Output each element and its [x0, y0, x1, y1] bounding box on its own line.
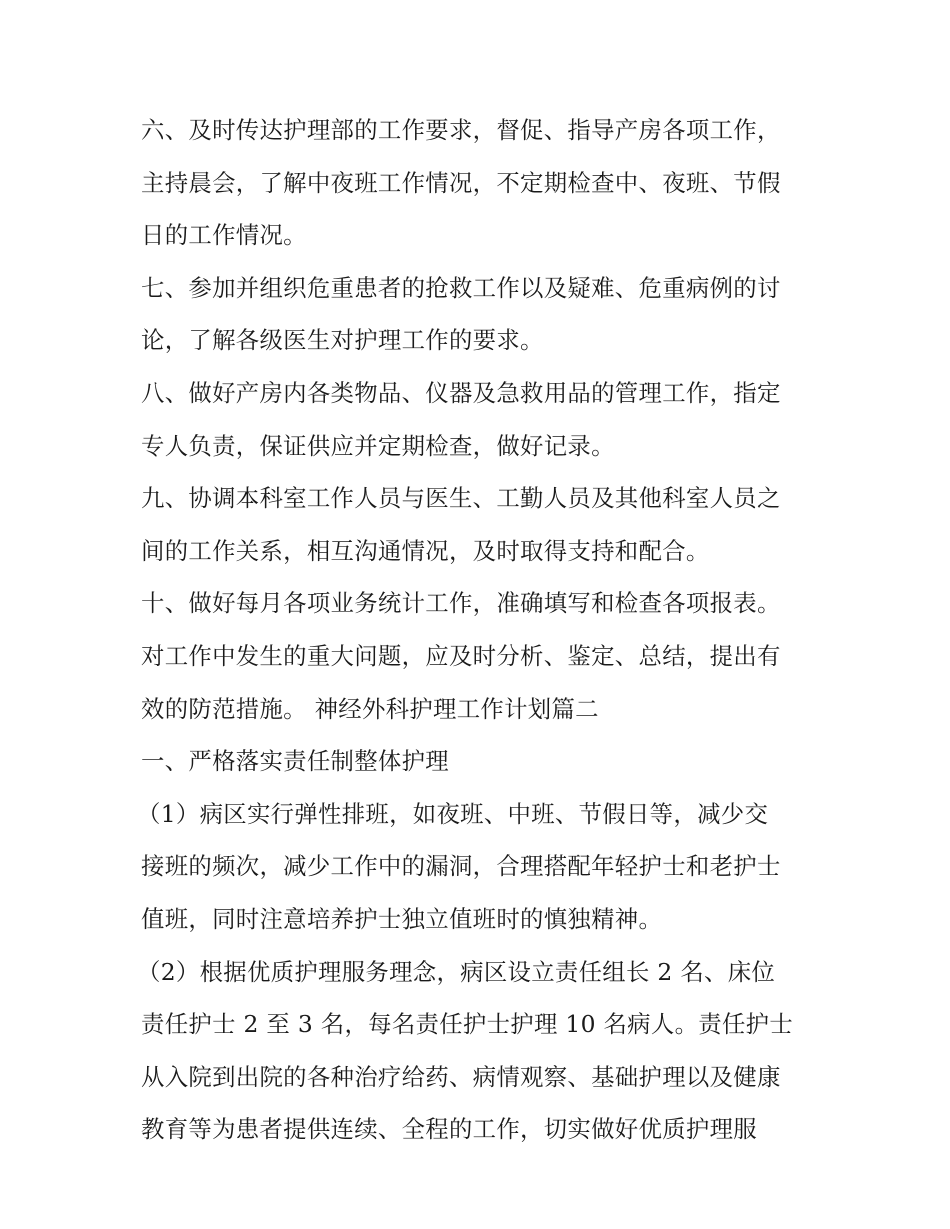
text-line: 专人负责，保证供应并定期检查，做好记录。: [141, 431, 615, 460]
text-line: 对工作中发生的重大问题，应及时分析、鉴定、总结，提出有: [141, 641, 781, 670]
text-line: 六、及时传达护理部的工作要求，督促、指导产房各项工作，: [141, 116, 781, 144]
text-line: 从入院到出院的各种治疗给药、病情观察、基础护理以及健康: [141, 1062, 781, 1091]
text-line: 效的防范措施。 神经外科护理工作计划篇二: [141, 694, 599, 723]
text-line: 七、参加并组织危重患者的抢救工作以及疑难、危重病例的讨: [141, 273, 781, 302]
text-line: 十、做好每月各项业务统计工作，准确填写和检查各项报表。: [141, 589, 781, 618]
text-line: 间的工作关系，相互沟通情况，及时取得支持和配合。: [141, 536, 710, 565]
text-line: 值班，同时注意培养护士独立值班时的慎独精神。: [141, 904, 663, 933]
text-line: 接班的频次，减少工作中的漏洞，合理搭配年轻护士和老护士: [141, 852, 781, 881]
section-heading: 一、严格落实责任制整体护理: [141, 747, 449, 776]
document-body: [137, 107, 821, 1159]
text-line: （1）病区实行弹性排班，如夜班、中班、节假日等，减少交: [137, 799, 769, 828]
text-line: （2）根据优质护理服务理念，病区设立责任组长 2 名、床位: [137, 957, 776, 986]
text-line: 论，了解各级医生对护理工作的要求。: [141, 326, 544, 355]
text-line: 教育等为患者提供连续、全程的工作，切实做好优质护理服: [141, 1115, 757, 1144]
text-line: 主持晨会，了解中夜班工作情况，不定期检查中、夜班、节假: [141, 168, 781, 197]
text-line: 八、做好产房内各类物品、仪器及急救用品的管理工作，指定: [141, 378, 781, 407]
text-line: 日的工作情况。: [141, 221, 307, 250]
text-line: 责任护士 2 至 3 名，每名责任护士护理 10 名病人。责任护士: [141, 1010, 794, 1039]
text-line: 九、协调本科室工作人员与医生、工勤人员及其他科室人员之: [141, 484, 781, 513]
